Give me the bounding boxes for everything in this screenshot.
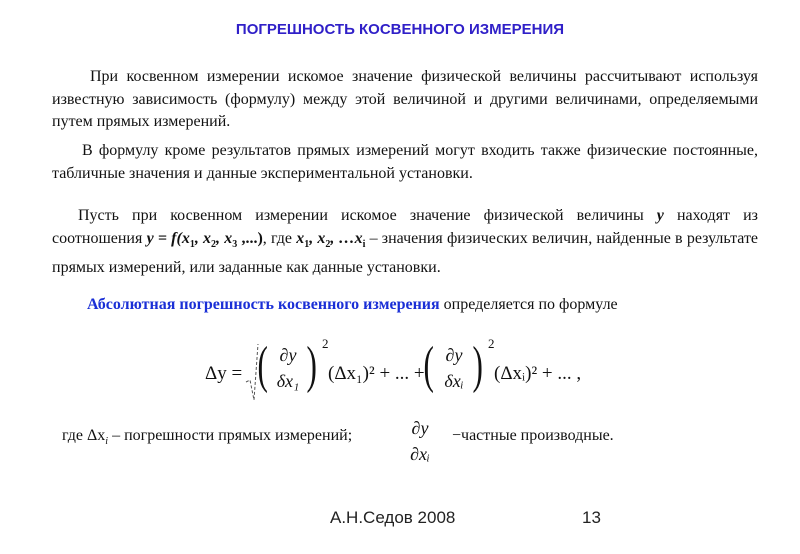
- page-number: 13: [582, 508, 601, 527]
- sub: 1: [304, 239, 310, 251]
- formula-term-1: (Δx₁)² + ... +: [328, 363, 425, 384]
- note-text: [62, 427, 352, 447]
- var: , …x: [330, 230, 363, 247]
- paragraph-indirect-measurement: [52, 66, 758, 134]
- numerator: ∂y: [445, 345, 463, 365]
- text: находят из соотношения: [52, 207, 759, 247]
- sub: i: [105, 436, 109, 448]
- text: – значения физических величин, найденные в результате прямых измерений, или заданные как данные установки.: [52, 230, 759, 277]
- var: x: [296, 230, 305, 247]
- denominator: δx₁: [276, 371, 300, 391]
- text: , где: [262, 230, 297, 247]
- sub: 1: [189, 239, 195, 251]
- absolute-error-intro: [87, 296, 618, 314]
- sub: 2: [325, 239, 331, 251]
- formula-lhs: Δy =: [205, 363, 243, 384]
- formula-term-i: (Δxᵢ)² + ... ,: [494, 363, 582, 384]
- partial-fraction-i: [434, 342, 474, 394]
- text: Пусть при косвенном измерении искомое значение физической величины: [78, 207, 657, 224]
- partial-fraction-1: [268, 342, 308, 394]
- paragraph-text: В формулу кроме результатов прямых измерений могут входить также физические постоянные, табличные значения и данные экспериментальной установки.: [52, 142, 758, 182]
- highlight-term: Абсолютная погрешность косвенного измерения: [87, 296, 440, 313]
- paragraph-text: При косвенном измерении искомое значение физической величины рассчитывают используя известную зависимость (формулу) между этой величиной и другими величинами, определяемыми путем прямых измерений.: [52, 68, 758, 130]
- footer-author: А.Н.Седов 2008: [330, 508, 456, 527]
- exponent: 2: [322, 336, 329, 351]
- var: , x: [309, 230, 326, 247]
- sub: 2: [211, 239, 217, 251]
- note-text: −частные производные.: [452, 427, 614, 444]
- text: определяется по формуле: [439, 296, 618, 313]
- paren-right: ): [306, 337, 317, 394]
- formula: y = f(x: [146, 230, 190, 247]
- var-y: y: [656, 207, 664, 224]
- partial-derivative: [400, 415, 440, 467]
- formula: ,...): [237, 230, 263, 247]
- numerator: ∂y: [411, 418, 429, 438]
- exponent: 2: [488, 336, 495, 351]
- numerator: ∂y: [279, 345, 297, 365]
- formula: , x: [194, 230, 212, 247]
- denominator: ∂xᵢ: [410, 444, 430, 464]
- sub: i: [362, 239, 366, 251]
- text: – погрешности прямых измерений;: [108, 427, 353, 444]
- paren-right: ): [472, 337, 483, 394]
- paren-left: (: [257, 337, 268, 394]
- formula: , x: [216, 230, 233, 247]
- paragraph-relation: [52, 204, 758, 279]
- paren-left: (: [423, 337, 434, 394]
- slide-title: ПОГРЕШНОСТЬ КОСВЕННОГО ИЗМЕРЕНИЯ: [235, 21, 565, 38]
- text: где Δx: [62, 427, 106, 444]
- paragraph-formula-constants: [52, 140, 758, 185]
- sub: 3: [232, 239, 238, 251]
- denominator: δxᵢ: [444, 371, 464, 391]
